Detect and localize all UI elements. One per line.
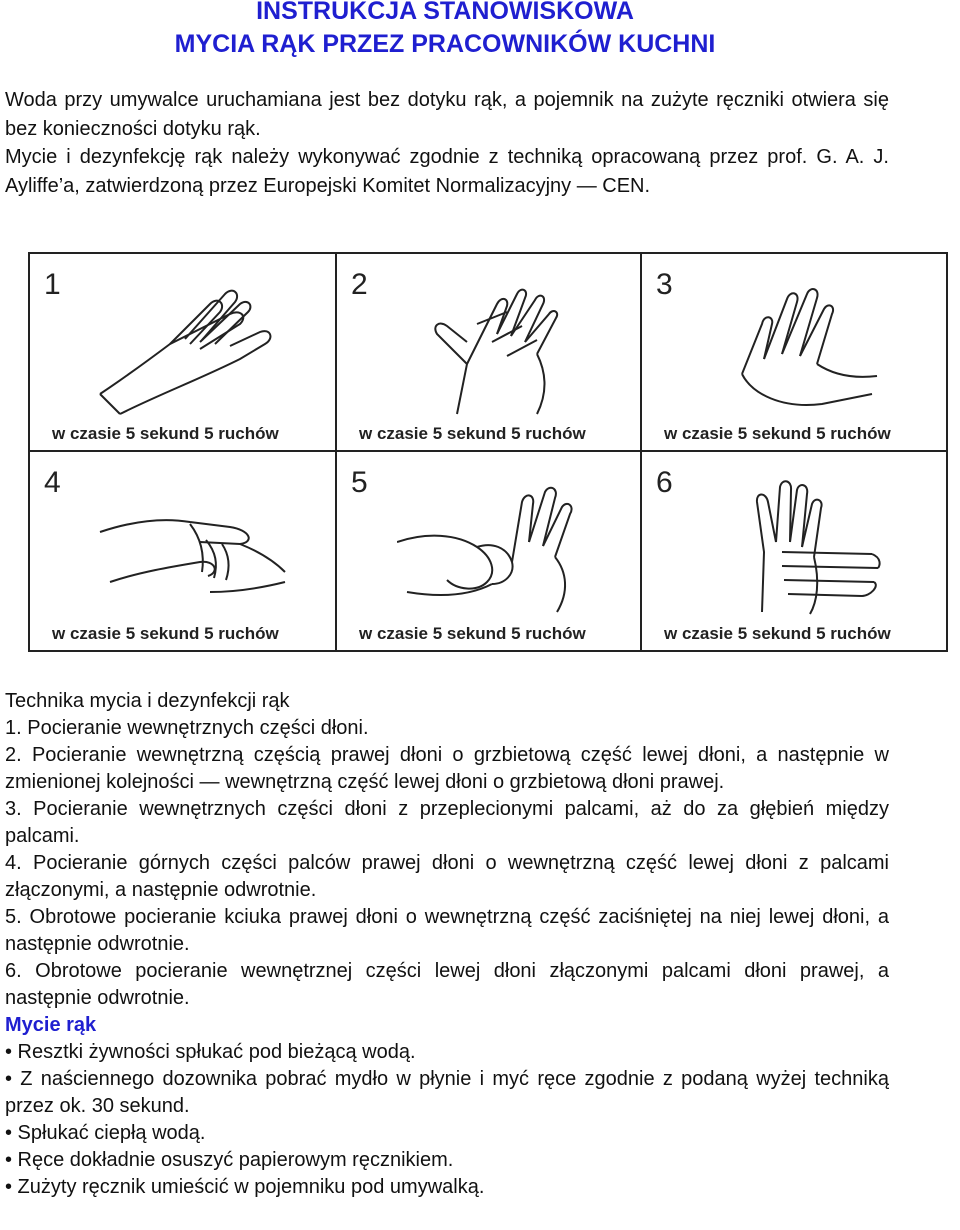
hands-fingers-interlaced-icon [702, 264, 902, 424]
step-caption: w czasie 5 sekund 5 ruchów [359, 624, 586, 643]
technique-item-5: 5. Obrotowe pocieranie kciuka prawej dłoni o wewnętrzną część zaciśniętej na niej lewej dłoni, a następnie odwrotnie. [5, 906, 889, 955]
step-cell-4 [30, 452, 337, 650]
technique-item-3: 3. Pocieranie wewnętrznych części dłoni z przeplecionymi palcami, aż do za głębień między palcami. [5, 798, 889, 847]
handwash-steps-figure [28, 252, 948, 652]
technique-heading: Technika mycia i dezynfekcji rąk [5, 690, 290, 712]
step-caption: w czasie 5 sekund 5 ruchów [664, 624, 891, 643]
step-number: 1 [44, 268, 61, 301]
technique-item-6: 6. Obrotowe pocieranie wewnętrznej części lewej dłoni złączonymi palcami dłoni prawej, a następnie odwrotnie. [5, 960, 889, 1009]
washing-bullet-4: • Ręce dokładnie osuszyć papierowym ręcznikiem. [5, 1149, 454, 1171]
step-cell-1 [30, 254, 337, 452]
hands-fingertips-palm-icon [702, 462, 902, 622]
hands-fingers-interlocked-icon [90, 462, 290, 622]
hands-palm-over-back-icon [397, 264, 597, 424]
intro-text [5, 86, 889, 200]
document-title-line1: INSTRUKCJA STANOWISKOWA [256, 0, 634, 25]
intro-paragraph-2: Mycie i dezynfekcję rąk należy wykonywać zgodnie z techniką opracowaną przez prof. G. A. J. Ayliffe’a, zatwierdzoną przez Europejski Komitet Normalizacyjny — CEN. [5, 146, 889, 197]
step-number: 2 [351, 268, 368, 301]
step-caption: w czasie 5 sekund 5 ruchów [52, 424, 279, 443]
step-cell-2 [337, 254, 642, 452]
technique-item-4: 4. Pocieranie górnych części palców prawej dłoni o wewnętrzną część lewej dłoni z palcami złączonymi, a następnie odwrotnie. [5, 852, 889, 901]
technique-item-1: 1. Pocieranie wewnętrznych części dłoni. [5, 717, 369, 739]
technique-item-2: 2. Pocieranie wewnętrzną częścią prawej dłoni o grzbietową część lewej dłoni, a następnie w zmienionej kolejności — wewnętrzną część lewej dłoni o grzbietową dłoni prawej. [5, 744, 889, 793]
step-cell-5 [337, 452, 642, 650]
step-number: 3 [656, 268, 673, 301]
document-title-line2: MYCIA RĄK PRZEZ PRACOWNIKÓW KUCHNI [174, 30, 716, 58]
washing-bullet-5: • Zużyty ręcznik umieścić w pojemniku pod umywalką. [5, 1176, 485, 1198]
step-caption: w czasie 5 sekund 5 ruchów [359, 424, 586, 443]
step-cell-6 [642, 452, 946, 650]
instruction-body [5, 688, 889, 1201]
step-number: 4 [44, 466, 61, 499]
hands-palm-to-palm-icon [90, 264, 290, 424]
step-caption: w czasie 5 sekund 5 ruchów [52, 624, 279, 643]
step-cell-3 [642, 254, 946, 452]
step-number: 6 [656, 466, 673, 499]
intro-paragraph-1: Woda przy umywalce uruchamiana jest bez dotyku rąk, a pojemnik na zużyte ręczniki otwiera się bez konieczności dotyku rąk. [5, 89, 889, 140]
step-caption: w czasie 5 sekund 5 ruchów [664, 424, 891, 443]
washing-bullet-2: • Z naściennego dozownika pobrać mydło w płynie i myć ręce zgodnie z podaną wyżej techniką przez ok. 30 sekund. [5, 1068, 889, 1117]
washing-bullet-3: • Spłukać ciepłą wodą. [5, 1122, 206, 1144]
washing-heading: Mycie rąk [5, 1014, 97, 1036]
hands-thumb-rotation-icon [397, 462, 597, 622]
washing-bullet-1: • Resztki żywności spłukać pod bieżącą wodą. [5, 1041, 416, 1063]
step-number: 5 [351, 466, 368, 499]
